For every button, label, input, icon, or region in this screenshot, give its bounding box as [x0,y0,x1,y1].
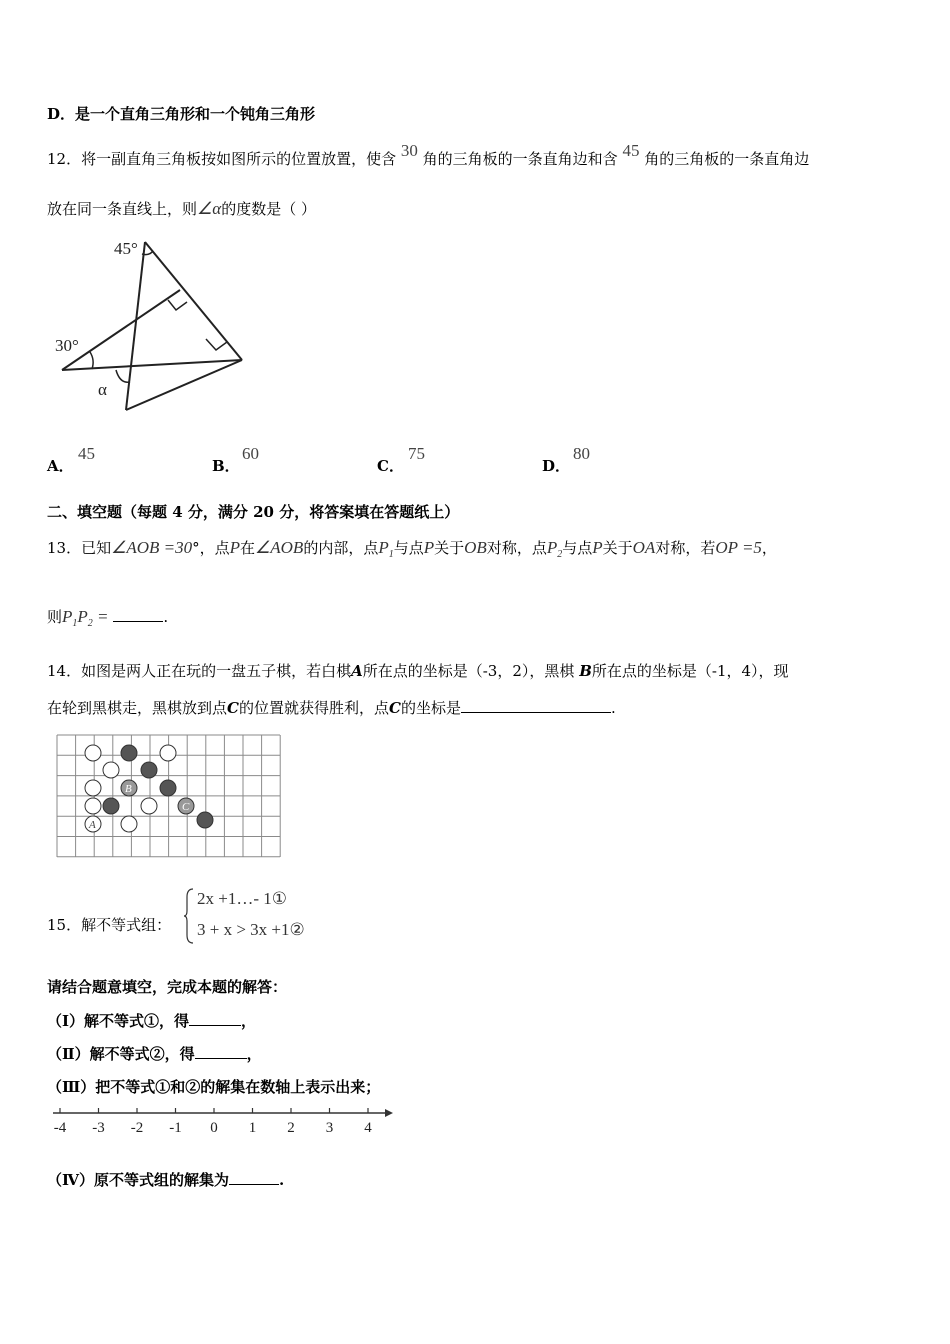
q15-step1-end: ， [241,1012,257,1030]
axis-tick-label: -1 [169,1120,182,1136]
q12-text-2: 角的三角板的一条直角边和含 [422,150,618,168]
white-stone [85,798,101,814]
axis-tick-label: 0 [210,1120,218,1136]
black-stone [197,812,213,828]
axis-tick-label: -3 [92,1120,105,1136]
q13-t2: °，点 [192,539,230,557]
q13-aob2: ∠AOB [255,538,304,557]
stone-label-b: B [125,783,132,795]
q15-step1-text: （Ⅰ）解不等式①，得 [47,1012,190,1030]
white-stone [121,816,137,832]
q13-p1-letter: P [378,538,389,557]
q13-p2-letter: P [546,538,558,557]
q13-p1 [378,538,394,560]
q12-angle-arc [90,352,93,369]
q12-option-b-letter: B． [212,457,240,475]
q12-fig-line [126,360,242,410]
q12-option-c-letter: C． [377,457,404,475]
white-stone [103,762,119,778]
q12-fig-line [62,290,180,370]
q13-t1: 13．已知 [47,539,112,557]
q12-angle45: 45 [622,141,640,160]
q15-step4-end: . [279,1171,285,1189]
q12-fig-line [62,360,242,370]
q14-l2a: 在轮到黑棋走，黑棋放到点 [47,699,228,717]
q12-fig-line [145,242,242,360]
q15-step2-blank[interactable] [195,1044,247,1059]
q15-step1-blank[interactable] [189,1011,241,1026]
q13-p: P [229,538,241,557]
q14-l2b: 的位置就获得胜利，点 [238,699,389,717]
q15-prompt: 请结合题意填空，完成本题的解答： [47,978,288,996]
stone-label-c: C [182,801,190,813]
black-stone [160,780,176,796]
q12-text-5: 的度数是（ ） [221,200,316,218]
q13-line1 [47,537,777,558]
q13-t3: 在 [240,539,256,557]
q13-p1p2-a: P [62,607,73,626]
q13-t7: 对称，点 [486,539,547,557]
black-stone [141,762,157,778]
q14-b: B [579,662,592,680]
q12-option-d-value: 80 [573,444,590,463]
white-stone [141,798,157,814]
q13-answer-blank[interactable] [113,607,163,622]
q15-step4 [47,1169,284,1190]
q13-line2 [47,606,168,627]
axis-tick-label: -4 [53,1120,67,1136]
q14-l1b: 所在点的坐标是（-3，2），黑棋 [362,662,575,680]
q13-p2-sub: 2 [557,549,563,560]
q13-p1p2-sub2: 2 [87,618,93,629]
white-stone [160,745,176,761]
q13-p-c: P [592,538,603,557]
q14-c: C [227,699,239,717]
q14-l1c: 所在点的坐标是（-1，4），现 [591,662,789,680]
q12-stem-line1 [47,141,810,169]
q15-inequality-2: 3 + x > 3x +1② [197,920,305,939]
q12-text-3: 角的三角板的一条直角边 [644,150,810,168]
q13-t11: ， [761,539,777,557]
q14-l1a: 14．如图是两人正在玩的一盘五子棋，若白棋 [47,662,352,680]
q13-eq: = [92,607,109,626]
q12-right-angle-mark [206,339,227,350]
axis-tick-label: 1 [248,1120,257,1136]
q12-angle-arc [116,370,130,382]
axis-tick-label: 4 [364,1120,372,1136]
q14-c2: C [388,699,401,717]
q15-step2-end: ， [246,1045,262,1063]
white-stone [85,745,101,761]
q13-p1p2 [62,607,109,629]
q11-option-d: D．是一个直角三角形和一个钝角三角形 [47,105,316,123]
q13-ob: OB [464,538,487,557]
q13-t4: 的内部，点 [303,539,379,557]
q12-option-b-value: 60 [242,444,259,463]
q13-end: . [163,608,169,626]
q13-t10: 对称，若 [655,539,716,557]
q14-line2 [47,697,616,718]
q14-a: A [351,662,363,680]
q15-number-line [45,1103,400,1139]
q15-system-brace [184,887,194,945]
q12-stem-line2 [47,198,316,219]
q15-step1 [47,1010,256,1031]
q15-axis-arrow [385,1109,393,1117]
q13-t5: 与点 [393,539,424,557]
q15-step3: （Ⅲ）把不等式①和②的解集在数轴上表示出来； [47,1078,381,1096]
q12-text-1: 12．将一副直角三角板按如图所示的位置放置，使含 [47,150,397,168]
q12-triangle-figure [50,232,250,417]
q12-option-a-value: 45 [78,444,95,463]
q12-option-c-value: 75 [408,444,425,463]
q13-aob: ∠AOB =30 [111,538,193,557]
axis-tick-label: 3 [325,1120,334,1136]
q13-op: OP =5 [715,538,762,557]
black-stone [103,798,119,814]
q14-gomoku-board [55,731,285,863]
q13-t8: 与点 [562,539,593,557]
q12-label-alpha: α [98,380,107,399]
q12-label-30: 30° [55,336,79,355]
q14-line1 [47,660,789,681]
q13-oa: OA [632,538,656,557]
stone-label-a: A [89,819,96,831]
q15-inequality-1: 2x +1…- 1① [197,889,287,908]
q13-t12: 则 [47,608,63,626]
q12-option-d-letter: D． [542,457,571,475]
q12-option-a-letter: A． [47,457,74,475]
q14-end: . [610,699,616,717]
q13-p2 [546,538,563,560]
q13-p-b: P [423,538,435,557]
white-stone [85,780,101,796]
q12-label-45: 45° [114,239,138,258]
q15-label: 15．解不等式组： [47,916,172,934]
black-stone [121,745,137,761]
q15-step4-blank[interactable] [229,1170,279,1185]
q14-answer-blank[interactable] [461,698,611,713]
q14-l2c: 的坐标是 [400,699,461,717]
section2-title: 二、填空题（每题 4 分，满分 20 分，将答案填在答题纸上） [47,503,460,521]
q13-p1p2-b: P [77,607,88,626]
q13-t6: 关于 [434,539,465,557]
q12-text-4: 放在同一条直线上，则 [47,200,198,218]
q13-t9: 关于 [602,539,633,557]
q12-fig-line [126,242,145,410]
axis-tick-label: -2 [130,1120,144,1136]
q15-step2 [47,1043,262,1064]
q12-right-angle-mark [168,300,187,310]
axis-tick-label: 2 [287,1120,295,1136]
q15-step4-text: （Ⅳ）原不等式组的解集为 [47,1171,230,1189]
q12-angle30: 30 [400,141,418,160]
q12-angle-alpha: ∠α [197,199,222,218]
q13-p1-sub: 1 [388,549,394,560]
q15-step2-text: （Ⅱ）解不等式②，得 [47,1045,195,1063]
q13-p1p2-sub1: 1 [72,618,78,629]
